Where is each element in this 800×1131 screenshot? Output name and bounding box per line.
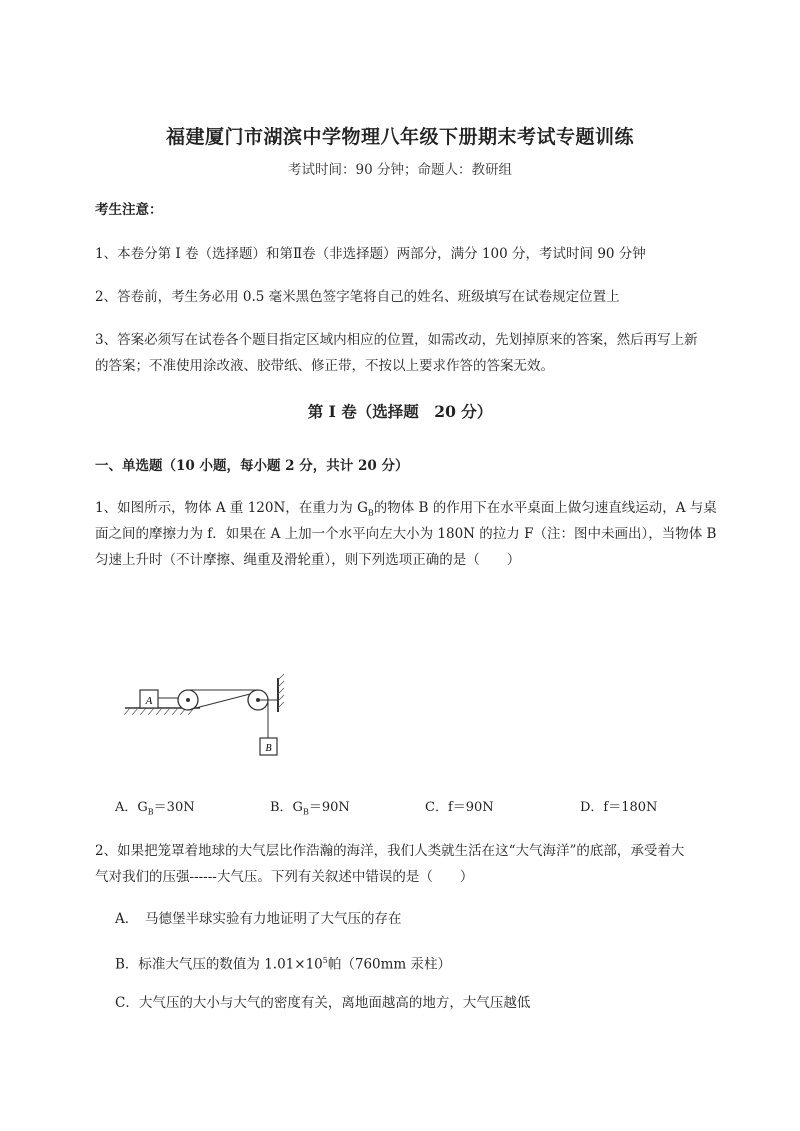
notice-item-3: 3、答案必须写在试卷各个题目指定区域内相应的位置，如需改动，先划掉原来的答案，然后再写上新: [95, 332, 698, 348]
q2-option-a[interactable]: A． 马德堡半球实验有力地证明了大气压的存在: [115, 911, 402, 927]
q2-option-b[interactable]: B．标准大气压的数值为 $1.01\times 10^5$帕（760mm 汞柱）: [115, 956, 452, 973]
pulley-diagram: [120, 672, 290, 767]
q2-option-c[interactable]: C．大气压的大小与大气的密度有关，离地面越高的地方，大气压越低: [115, 995, 531, 1011]
block-b-label: B: [265, 743, 272, 754]
page-title: 福建厦门市湖滨中学物理八年级下册期末考试专题训练: [165, 126, 634, 148]
q2-line-1: 2、如果把笼罩着地球的大气层比作浩瀚的海洋，我们人类就生活在这“大气海洋”的底部，承受着大: [95, 843, 685, 859]
q2-line-2: 气对我们的压强------大气压。下列有关叙述中错误的是（ ）: [95, 869, 474, 885]
q1-option-b[interactable]: B．$G_B=90N$: [270, 800, 350, 817]
block-a-label: A: [145, 695, 153, 707]
q1-line-1: 1、如图所示，物体 A 重 120N，在重力为 $G_B$的物体 B 的作用下在水平桌面上做匀速直线运动，A 与桌: [95, 500, 717, 518]
notice-item-2: 2、答卷前，考生务必用 0.5 毫米黑色签字笔将自己的姓名、班级填写在试卷规定位置上: [95, 289, 620, 305]
q1-option-a[interactable]: A．$G_B=30N$: [115, 800, 195, 817]
q1-option-c[interactable]: C．f＝90N: [425, 800, 494, 815]
section-title: 第 I 卷（选择题 20 分）: [307, 402, 493, 421]
exam-info: 考试时间：90 分钟；命题人：教研组: [288, 162, 512, 178]
notice-heading: 考生注意：: [95, 202, 163, 218]
q1-line-2: 面之间的摩擦力为 f．如果在 A 上加一个水平向左大小为 180N 的拉力 F（注：图中未画出），当物体 B: [95, 526, 717, 542]
notice-item-1: 1、本卷分第 I 卷（选择题）和第Ⅱ卷（非选择题）两部分，满分 100 分，考试时间 90 分钟: [95, 246, 646, 262]
part-heading: 一、单选题（10 小题，每小题 2 分，共计 20 分）: [95, 458, 409, 474]
q1-line-3: 匀速上升时（不计摩擦、绳重及滑轮重），则下列选项正确的是（ ）: [95, 552, 521, 568]
q1-option-d[interactable]: D．f＝180N: [580, 800, 658, 815]
notice-item-3-cont: 的答案；不准使用涂改液、胶带纸、修正带，不按以上要求作答的答案无效。: [95, 358, 554, 374]
